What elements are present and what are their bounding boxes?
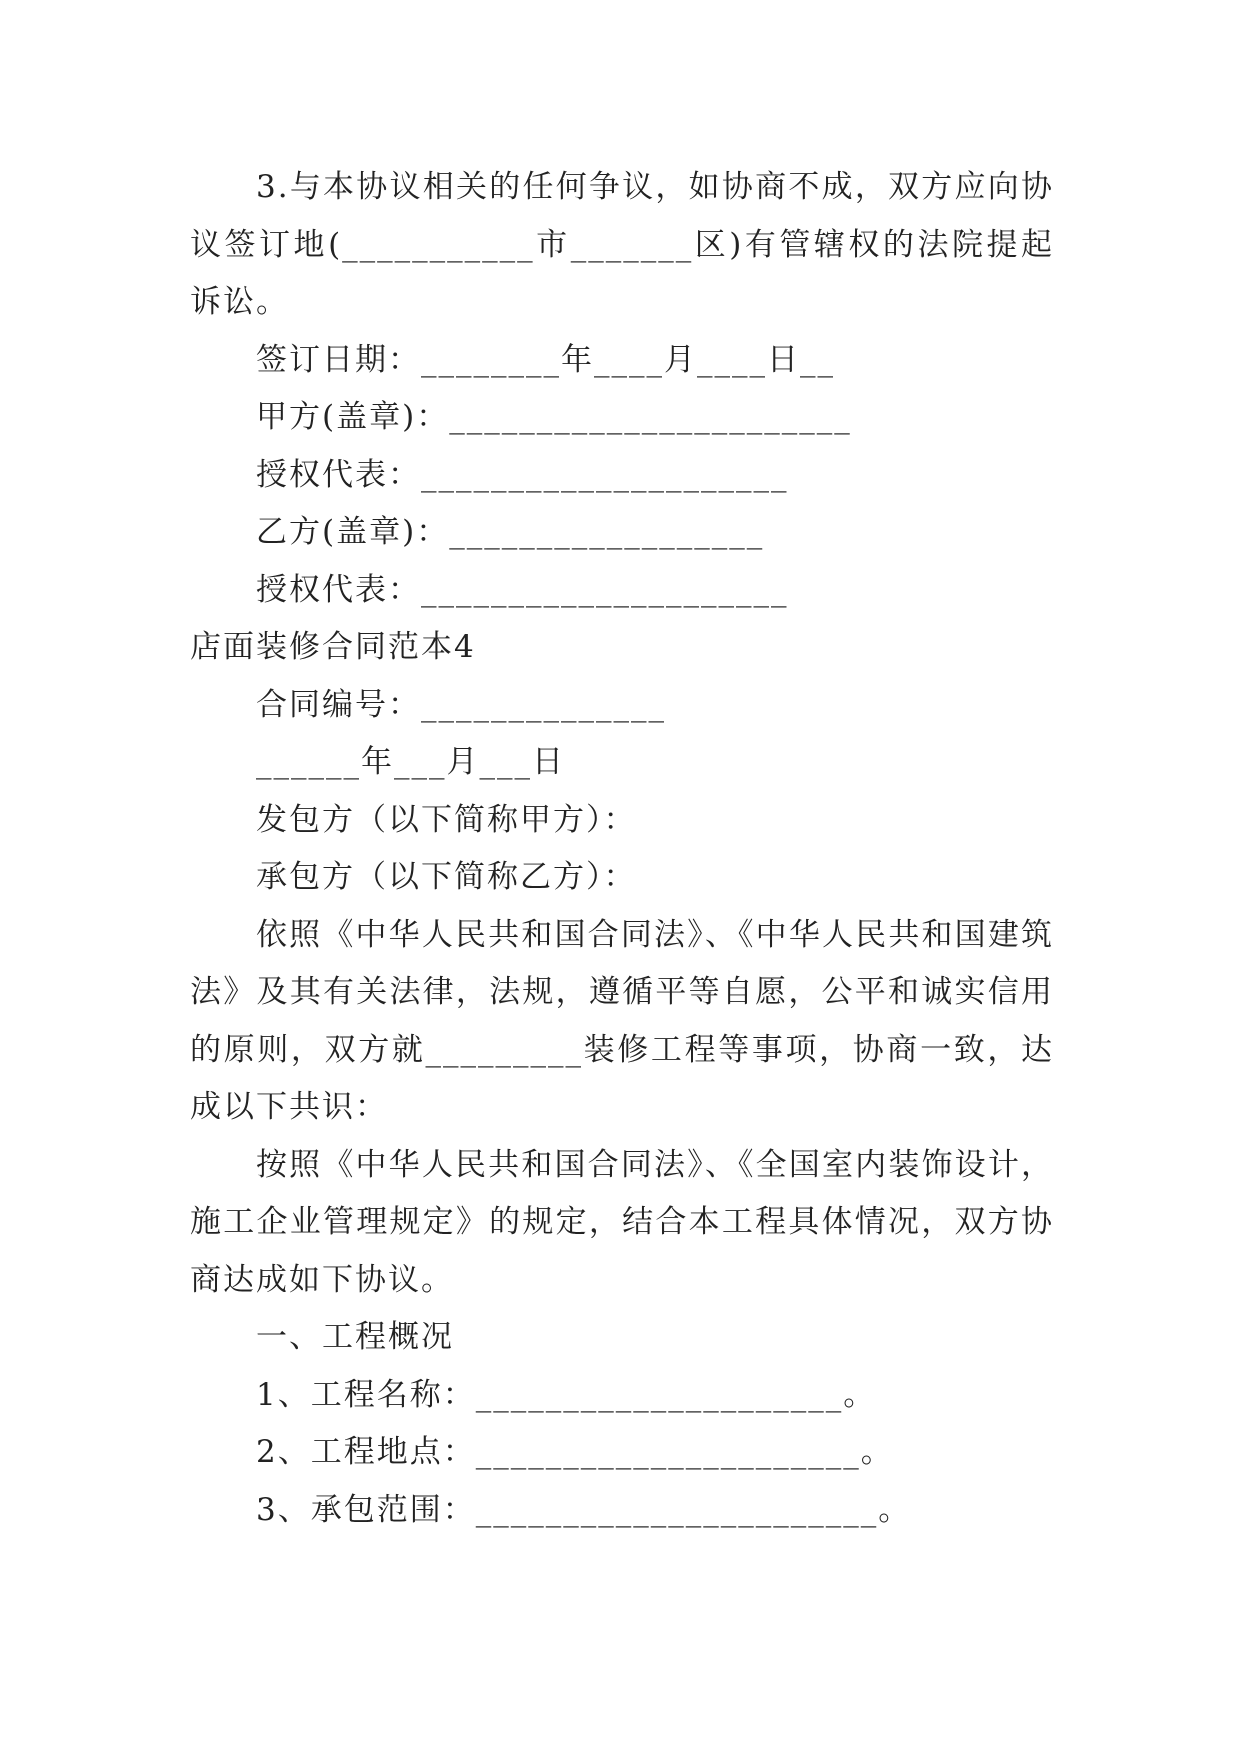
employer-party-field: 发包方（以下简称甲方）： — [256, 801, 637, 838]
party-a-seal-field: 甲方(盖章)：_______________________ — [256, 399, 852, 435]
preamble-text-line: 成以下共识： — [190, 1089, 388, 1125]
preamble-text-line: 法》及其有关法律，法规，遵循平等自愿，公平和诚实信用 — [190, 974, 1054, 1010]
clause-3-text-line: 3.与本协议相关的任何争议，如协商不成，双方应向协 — [256, 169, 1054, 205]
contract-date-field: ______年___月___日 — [256, 744, 565, 780]
preamble-text-line: 的原则，双方就_________装修工程等事项，协商一致，达 — [190, 1031, 1054, 1068]
clause-3-text-line: 议签订地(___________市_______区)有管辖权的法院提起 — [190, 226, 1054, 263]
section-heading: 一、工程概况 — [256, 1319, 454, 1355]
contract-scope-field: 3、承包范围：_______________________。 — [256, 1491, 912, 1528]
project-name-field: 1、工程名称：_____________________。 — [256, 1376, 877, 1413]
clause-3-text-line: 诉讼。 — [190, 284, 289, 320]
agreement-intro-line: 按照《中华人民共和国合同法》、《全国室内装饰设计， — [256, 1146, 1054, 1183]
document-body — [190, 159, 1054, 1539]
agreement-intro-line: 施工企业管理规定》的规定，结合本工程具体情况，双方协 — [190, 1204, 1054, 1240]
contract-template-title: 店面装修合同范本4 — [190, 629, 476, 665]
preamble-text-line: 依照《中华人民共和国合同法》、《中华人民共和国建筑 — [256, 916, 1054, 953]
project-location-field: 2、工程地点：______________________。 — [256, 1434, 894, 1470]
contractor-party-field: 承包方（以下简称乙方）： — [256, 859, 637, 895]
signing-date-field: 签订日期：________年____月____日__ — [256, 341, 835, 378]
contract-number-field: 合同编号：______________ — [256, 686, 666, 723]
party-b-seal-field: 乙方(盖章)：__________________ — [256, 514, 765, 550]
party-b-representative-field: 授权代表：_____________________ — [256, 571, 789, 608]
agreement-intro-line: 商达成如下协议。 — [190, 1261, 454, 1298]
party-a-representative-field: 授权代表：_____________________ — [256, 456, 789, 493]
